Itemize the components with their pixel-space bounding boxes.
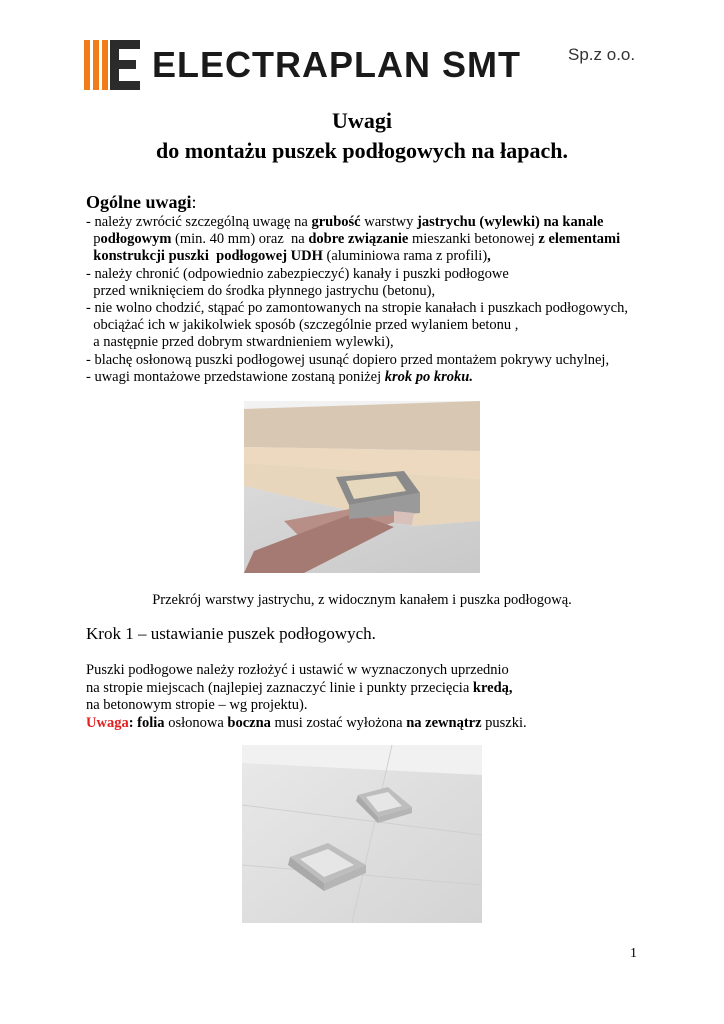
text-segment: - nie wolno chodzić, stąpać po zamontowanych na stropie kanałach i puszkach podłogowych, [86,300,628,316]
electraplan-logo-mark-icon [84,40,142,90]
text-line [86,317,518,334]
text-segment: - blachę osłonową puszki podłogowej usunąć dopiero przed montażem pokrywy uchylnej, [86,351,610,368]
text-segment: (min. 40 mm) oraz na [171,231,309,248]
text-segment: Puszki podłogowe należy rozłożyć i ustawić w wyznaczonych uprzednio [86,662,509,678]
text-segment: musi zostać wyłożona [270,714,407,731]
text-line [86,300,628,317]
text-segment: : [128,714,138,731]
text-segment: krok po kroku. [384,368,473,385]
text-segment: - należy chronić (odpowiednio zabezpieczyć) kanały i puszki podłogowe [86,265,509,282]
text-segment: mieszanki betonowej [408,231,539,248]
text-segment: p [86,231,101,248]
page-title: Uwagi [332,108,392,133]
text-line [86,369,473,386]
text-segment: konstrukcji puszki podłogowej UDH [86,248,323,265]
section-heading-colon: : [191,192,197,212]
page-subtitle: do montażu puszek podłogowych na łapach. [156,138,568,163]
section-heading [86,192,197,213]
text-line [86,352,609,369]
company-logo [84,40,640,92]
text-line [86,334,394,351]
logo-text: ELECTRAPLAN SMT [152,44,521,85]
page-number: 1 [630,946,637,961]
text-segment: a następnie przed dobrym stwardnieniem wylewki), [86,334,394,351]
text-segment: na zewnątrz [406,714,482,731]
text-line [86,231,620,248]
screed-cross-section-photo [244,401,480,573]
text-line [86,214,603,231]
text-segment: przed wniknięciem do środka płynnego jastrychu (betonu), [86,282,436,299]
step-heading: Krok 1 – ustawianie puszek podłogowych. [86,624,376,643]
text-segment: obciążać ich w jakikolwiek sposób (szczególnie przed wylaniem betonu , [86,317,519,334]
text-segment: z elementami [538,231,621,248]
figure-caption: Przekrój warstwy jastrychu, z widocznym kanałem i puszka podłogową. [152,592,572,608]
text-segment: na betonowym stropie – wg projektu). [86,697,308,713]
text-segment: (aluminiowa rama z profili) [322,248,488,265]
text-segment: dobre związanie [308,231,409,248]
text-line [86,266,509,283]
text-segment: Uwaga [86,714,129,731]
text-segment: folia [137,714,165,731]
text-line [86,715,527,732]
text-segment: - uwagi montażowe przedstawione zostaną poniżej [86,368,385,385]
text-segment: boczna [227,714,271,731]
text-segment: jastrychu (wylewki) na kanale [416,214,604,230]
text-line [86,680,513,697]
logo-suffix: Sp.z o.o. [568,45,636,64]
text-line [86,697,308,714]
text-segment: odłogowym [100,231,172,248]
text-line [86,662,509,679]
text-segment: grubość [311,214,361,230]
section-heading-text: Ogólne uwagi [86,192,192,212]
text-segment: - należy zwrócić szczególną uwagę na [86,214,312,230]
text-segment: warstwy [360,214,417,230]
text-segment: puszki. [481,714,527,731]
text-segment: kredą, [472,679,513,696]
text-segment: , [487,248,491,265]
text-segment: na stropie miejscach (najlepiej zaznaczyć linie i punkty przecięcia [86,679,473,696]
text-segment: osłonowa [164,714,228,731]
floor-boxes-on-slab-photo [242,745,482,923]
text-line [86,283,435,300]
text-line [86,248,491,265]
